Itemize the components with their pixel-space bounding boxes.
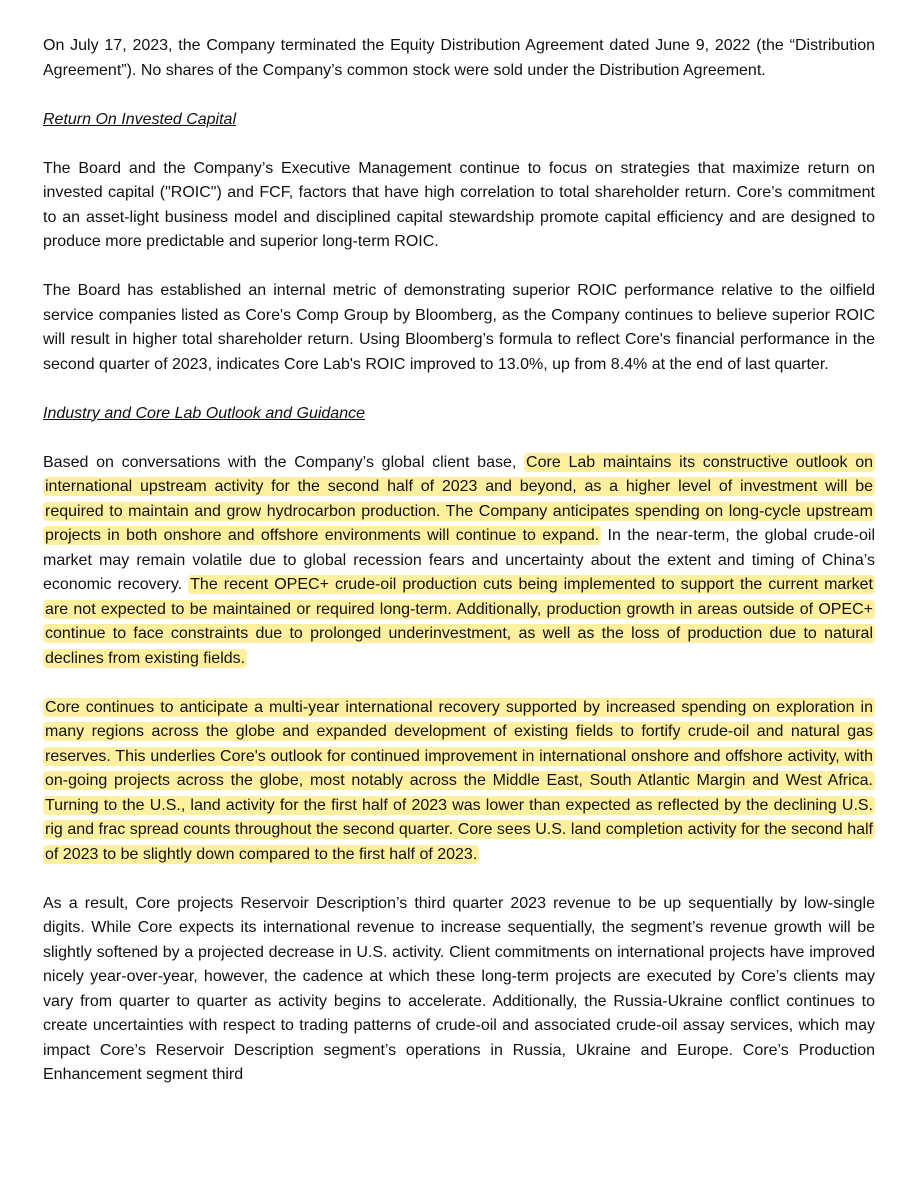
spacer: [43, 867, 875, 892]
spacer: [43, 426, 875, 451]
paragraph-outlook: [43, 451, 875, 672]
outlook-text-intro: Based on conversations with the Company’s global client base,: [43, 453, 525, 471]
paragraph-recovery: [43, 696, 875, 868]
highlighted-text-international-outlook: Core Lab maintains its constructive outlook on international upstream activity for the second half of 2023 and beyond, as a higher level of investment will be required to maintain and grow hydrocarbon production. The Company anticipates spending on long-cycle upstream projects in both onshore and offshore environments will continue to expand.: [45, 453, 874, 544]
spacer: [43, 671, 875, 696]
heading-industry-outlook: Industry and Core Lab Outlook and Guidance: [43, 404, 365, 422]
highlighted-text-recovery: Core continues to anticipate a multi-year international recovery supported by increased spending on exploration in many regions across the globe and expanded development of existing fields to fortify crude-oil and natural gas reserves. This underlies Core's outlook for continued improvement in international onshore and offshore activity, with on-going projects across the globe, most notably across the Middle East, South Atlantic Margin and West Africa. Turning to the U.S., land activity for the first half of 2023 was lower than expected as reflected by the declining U.S. rig and frac spread counts throughout the second quarter. Core sees U.S. land completion activity for the second half of 2023 to be slightly down compared to the first half of 2023.: [45, 698, 873, 863]
highlighted-text-opec-cuts: The recent OPEC+ crude-oil production cuts being implemented to support the current market are not expected to be maintained or required long-term. Additionally, production growth in areas outside of OPEC+ continue to face constraints due to prolonged underinvestment, as well as the loss of production due to natural declines from existing fields.: [45, 576, 873, 667]
outlook-text-near-term: In the near-term, the global crude-oil market may remain volatile due to global recession fears and uncertainty about the extent and timing of China’s economic recovery.: [43, 527, 875, 593]
paragraph-equity-distribution: On July 17, 2023, the Company terminated the Equity Distribution Agreement dated June 9, 2022 (the “Distribution Agreement”). No shares of the Company’s common stock were sold under the Distribution Agreement.: [43, 37, 875, 79]
spacer: [43, 255, 875, 280]
spacer: [43, 83, 875, 108]
document-page: [43, 34, 875, 1088]
heading-return-on-invested-capital: Return On Invested Capital: [43, 110, 236, 128]
spacer: [43, 132, 875, 157]
paragraph-roic-metric: The Board has established an internal metric of demonstrating superior ROIC performance relative to the oilfield service companies listed as Core's Comp Group by Bloomberg, as the Company continues to believe superior ROIC will result in higher total shareholder return. Using Bloomberg’s formula to reflect Core's financial performance in the second quarter of 2023, indicates Core Lab's ROIC improved to 13.0%, up from 8.4% at the end of last quarter.: [43, 282, 875, 373]
paragraph-reservoir-description: As a result, Core projects Reservoir Description’s third quarter 2023 revenue to be up sequentially by low-single digits. While Core expects its international revenue to increase sequentially, the segment’s revenue growth will be slightly softened by a projected decrease in U.S. activity. Client commitments on international projects have improved nicely year-over-year, however, the cadence at which these long-term projects are executed by Core’s clients may vary from quarter to quarter as activity begins to accelerate. Additionally, the Russia-Ukraine conflict continues to create uncertainties with respect to trading patterns of crude-oil and associated crude-oil assay services, which may impact Core’s Reservoir Description segment’s operations in Russia, Ukraine and Europe. Core’s Production Enhancement segment third: [43, 894, 875, 1083]
spacer: [43, 377, 875, 402]
paragraph-roic-focus: The Board and the Company’s Executive Management continue to focus on strategies that maximize return on invested capital ("ROIC") and FCF, factors that have high correlation to total shareholder return. Core’s commitment to an asset-light business model and disciplined capital stewardship promote capital efficiency and are designed to produce more predictable and superior long-term ROIC.: [43, 159, 875, 250]
